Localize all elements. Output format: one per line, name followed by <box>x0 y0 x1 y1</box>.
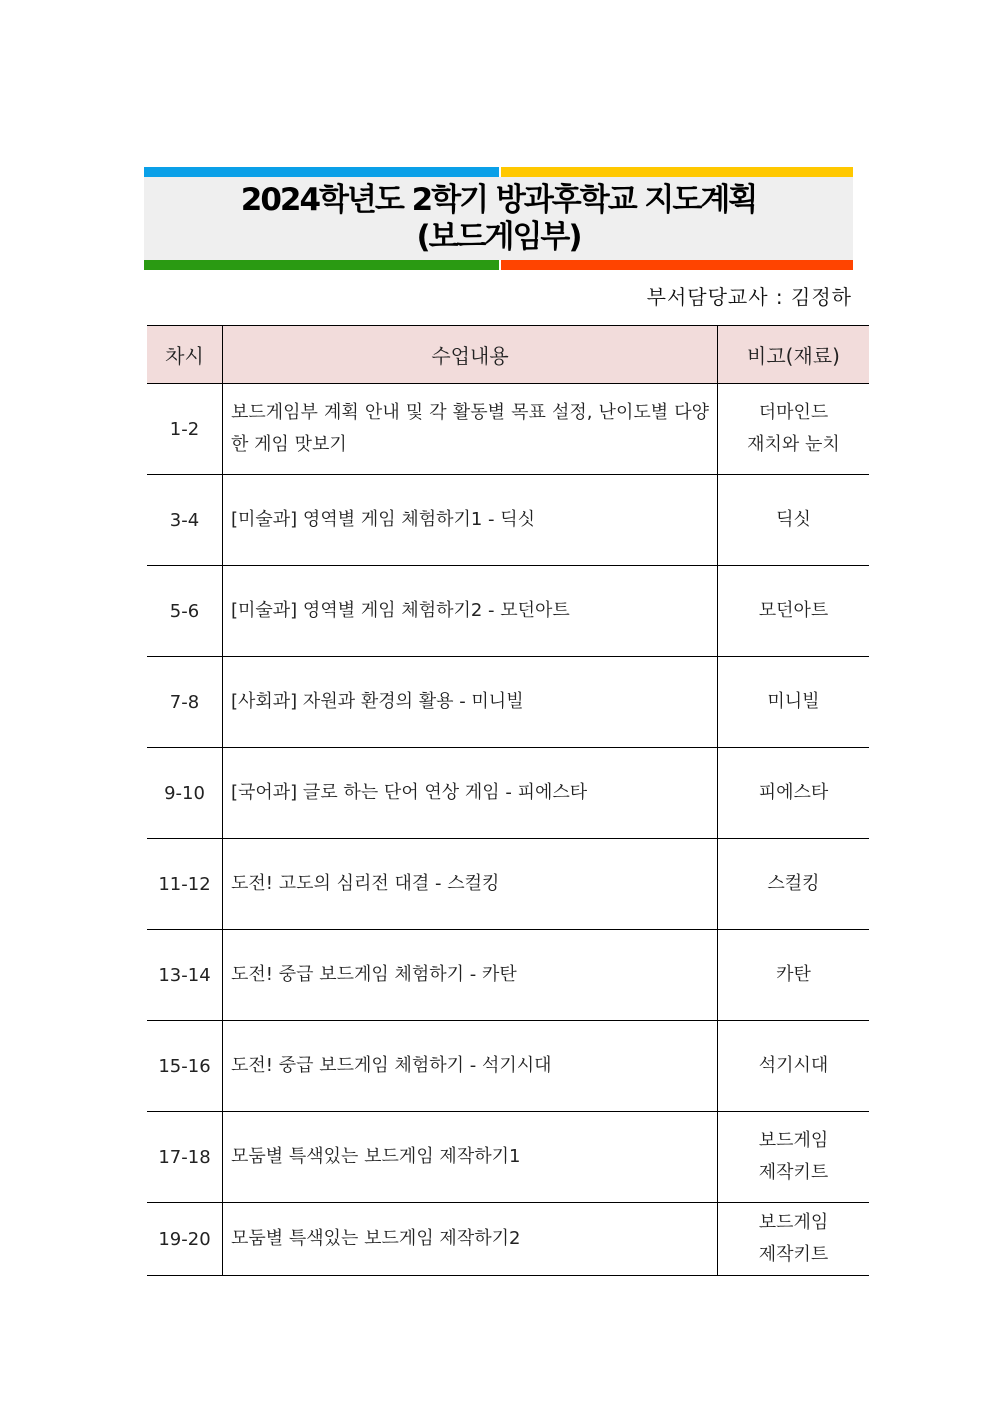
note-text: 모던아트 <box>758 600 829 621</box>
table-row <box>147 1021 869 1112</box>
note-text: 스컬킹 <box>767 873 820 894</box>
content-text: [미술과] 영역별 게임 체험하기1 - 딕싯 <box>231 509 536 530</box>
title-banner <box>144 167 853 271</box>
content-cell <box>223 930 718 1021</box>
note-cell <box>718 384 870 475</box>
note-text: 석기시대 <box>758 1055 829 1076</box>
session-cell: 13-14 <box>147 930 223 1021</box>
content-text: 보드게임부 계획 안내 및 각 활동별 목표 설정, 난이도별 다양한 게임 맛보기 <box>231 402 709 455</box>
content-text: 도전! 고도의 심리전 대결 - 스컬킹 <box>231 873 500 894</box>
page-subtitle: (보드게임부) <box>416 218 581 255</box>
note-text: 보드게임 제작키트 <box>758 1212 829 1265</box>
content-cell <box>223 475 718 566</box>
note-text: 보드게임 제작키트 <box>758 1130 829 1183</box>
content-cell <box>223 384 718 475</box>
session-cell: 7-8 <box>147 657 223 748</box>
table-row <box>147 748 869 839</box>
content-text: 모둠별 특색있는 보드게임 제작하기2 <box>231 1228 521 1249</box>
session-cell: 11-12 <box>147 839 223 930</box>
session-cell: 1-2 <box>147 384 223 475</box>
session-cell: 19-20 <box>147 1203 223 1276</box>
content-cell <box>223 1112 718 1203</box>
content-cell <box>223 839 718 930</box>
header-content: 수업내용 <box>223 326 718 384</box>
table-header-row <box>147 326 869 384</box>
note-cell <box>718 475 870 566</box>
content-cell <box>223 1021 718 1112</box>
note-cell <box>718 839 870 930</box>
note-cell <box>718 1021 870 1112</box>
table-row <box>147 566 869 657</box>
table-row <box>147 384 869 475</box>
content-text: 모둠별 특색있는 보드게임 제작하기1 <box>231 1146 521 1167</box>
table-row <box>147 930 869 1021</box>
table-row <box>147 657 869 748</box>
banner-bar-green <box>144 260 499 270</box>
content-cell <box>223 748 718 839</box>
banner-bar-yellow <box>501 167 853 177</box>
lesson-plan-table <box>147 325 869 1276</box>
note-text: 카탄 <box>776 964 811 985</box>
page-title: 2024학년도 2학기 방과후학교 지도계획 <box>240 181 757 218</box>
content-cell <box>223 657 718 748</box>
teacher-in-charge: 부서담당교사 : 김정하 <box>646 285 852 309</box>
table-row <box>147 839 869 930</box>
note-cell <box>718 930 870 1021</box>
note-cell <box>718 748 870 839</box>
content-cell <box>223 566 718 657</box>
content-cell <box>223 1203 718 1276</box>
session-cell: 9-10 <box>147 748 223 839</box>
note-text: 더마인드 재치와 눈치 <box>747 402 840 455</box>
session-cell: 17-18 <box>147 1112 223 1203</box>
note-cell <box>718 1112 870 1203</box>
table-row <box>147 1112 869 1203</box>
content-text: [사회과] 자원과 환경의 활용 - 미니빌 <box>231 691 524 712</box>
note-text: 피에스타 <box>758 782 829 803</box>
note-text: 미니빌 <box>767 691 820 712</box>
note-cell <box>718 566 870 657</box>
table-row <box>147 1203 869 1276</box>
session-cell: 15-16 <box>147 1021 223 1112</box>
header-session: 차시 <box>147 326 223 384</box>
content-text: 도전! 중급 보드게임 체험하기 - 카탄 <box>231 964 517 985</box>
header-note: 비고(재료) <box>718 326 870 384</box>
table-row <box>147 475 869 566</box>
note-cell <box>718 1203 870 1276</box>
note-cell <box>718 657 870 748</box>
content-text: [미술과] 영역별 게임 체험하기2 - 모던아트 <box>231 600 570 621</box>
session-cell: 5-6 <box>147 566 223 657</box>
content-text: 도전! 중급 보드게임 체험하기 - 석기시대 <box>231 1055 552 1076</box>
session-cell: 3-4 <box>147 475 223 566</box>
content-text: [국어과] 글로 하는 단어 연상 게임 - 피에스타 <box>231 782 588 803</box>
banner-bar-blue <box>144 167 499 177</box>
note-text: 딕싯 <box>776 509 811 530</box>
banner-body <box>144 177 853 260</box>
banner-bar-red <box>501 260 853 270</box>
